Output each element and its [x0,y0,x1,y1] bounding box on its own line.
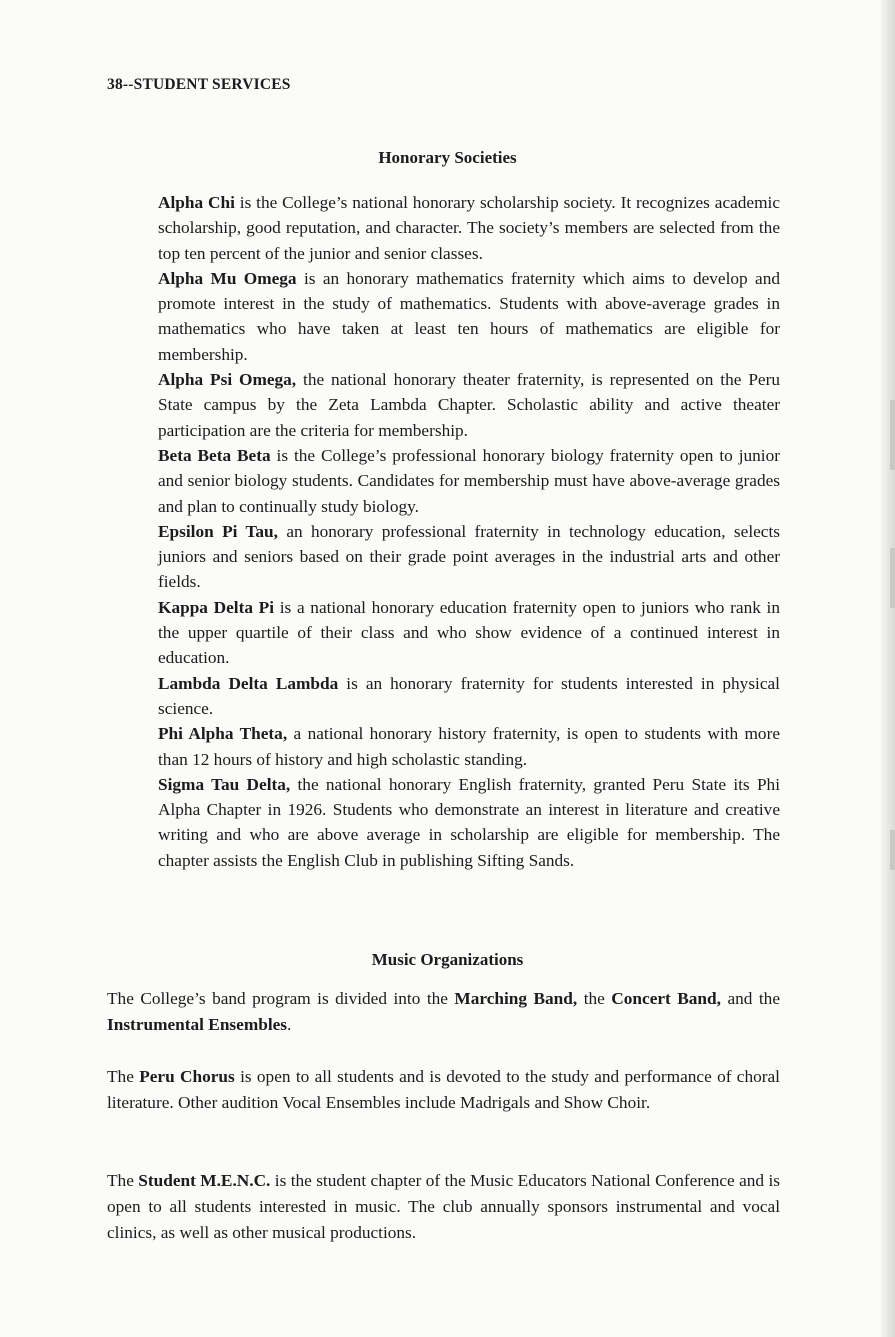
student-menc-paragraph [107,1168,780,1246]
edge-mark [890,830,895,870]
paragraph-text: and the [720,989,780,1008]
honorary-societies-title: Honorary Societies [378,148,517,167]
edge-mark [890,548,895,608]
society-description: is a national honorary education fraternity open to juniors who rank in the upper quartile of their class and who show evidence of a continued interest in education. [158,597,780,668]
society-description: an honorary professional fraternity in technology education, selects juniors and seniors based on their grade point averages in the industrial arts and other fields. [158,521,780,592]
society-entry-alpha-chi [158,190,780,266]
society-description: the national honorary English fraternity, granted Peru State its Phi Alpha Chapter in 1926. Students who demonstrate an interest in literature and creative writing and who are above average in scholarship are eligible for membership. The chapter assists the English Club in publishing Sifting Sands. [158,774,780,870]
music-organizations-title: Music Organizations [371,950,524,969]
student-menc-name: Student M.E.N.C. [138,1171,271,1190]
society-description: the national honorary theater fraternity, is represented on the Peru State campus by the Zeta Lambda Chapter. Scholastic ability and active theater participation are the criteria for membership. [158,370,780,440]
society-name: Epsilon Pi Tau, [158,521,278,541]
society-name: Phi Alpha Theta, [158,724,288,744]
society-name: Alpha Chi [158,193,235,212]
society-name: Alpha Mu Omega [158,268,297,288]
society-name: Lambda Delta Lambda [158,673,339,693]
edge-mark [890,400,895,470]
paragraph-text: is open to all students and is devoted to the study and performance of choral literature. Other audition Vocal Ensembles include Madrigals and Show Choir. [107,1067,780,1112]
society-entry-beta-beta-beta [158,443,780,519]
society-description: a national honorary history fraternity, is open to students with more than 12 hours of history and high scholastic standing. [158,724,780,769]
page-edge-shadow [881,0,895,1337]
paragraph-text: the [577,989,612,1008]
peru-chorus-name: Peru Chorus [139,1067,235,1086]
honorary-societies-list [158,190,780,873]
society-description: is the College’s professional honorary biology fraternity open to junior and senior biology students. Candidates for membership must have above-average grades and plan to continually study biology. [158,445,780,516]
paragraph-text: The College’s band program is divided into the [107,989,455,1008]
instrumental-ensembles-name: Instrumental Ensembles [107,1015,288,1034]
society-description: is an honorary fraternity for students interested in physical science. [158,673,780,718]
society-entry-alpha-mu-omega [158,266,780,367]
marching-band-name: Marching Band, [454,989,578,1008]
society-name: Sigma Tau Delta, [158,774,291,794]
society-description: is an honorary mathematics fraternity which aims to develop and promote interest in the study of mathematics. Students with above-average grades in mathematics who have taken at least ten hours of mathematics are eligible for membership. [158,268,780,364]
society-entry-alpha-psi-omega [158,367,780,443]
society-entry-sigma-tau-delta [158,772,780,873]
band-program-paragraph [107,986,780,1038]
society-name: Kappa Delta Pi [158,597,275,617]
society-name: Beta Beta Beta [158,445,271,465]
running-header: 38--STUDENT SERVICES [107,76,291,93]
peru-chorus-paragraph [107,1064,780,1116]
society-entry-kappa-delta-pi [158,595,780,671]
paragraph-text: The [107,1171,139,1190]
society-entry-lambda-delta-lambda [158,671,780,722]
society-entry-phi-alpha-theta [158,721,780,772]
paragraph-text: is the student chapter of the Music Educators National Conference and is open to all students interested in music. The club annually sponsors instrumental and vocal clinics, as well as other musical productions. [107,1171,780,1242]
concert-band-name: Concert Band, [611,989,721,1008]
society-description: is the College’s national honorary scholarship society. It recognizes academic scholarship, good reputation, and character. The society’s members are selected from the top ten percent of the junior and senior classes. [158,193,781,263]
society-name: Alpha Psi Omega, [158,370,297,390]
paragraph-text: . [287,1015,292,1034]
paragraph-text: The [107,1067,140,1086]
society-entry-epsilon-pi-tau [158,519,780,595]
